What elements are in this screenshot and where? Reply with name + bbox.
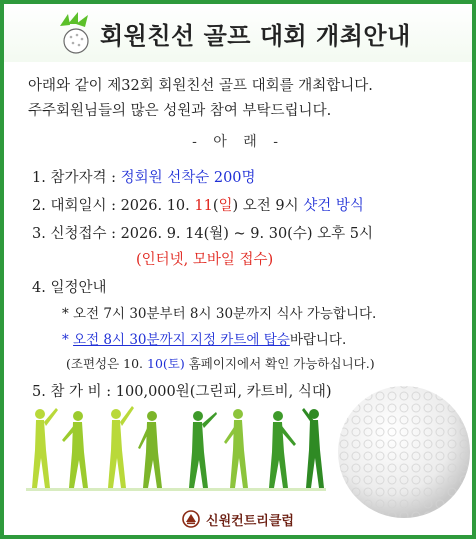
title-band <box>4 4 472 62</box>
schedule-time: 오전 9시 <box>238 198 304 214</box>
eligibility-label: 1. 참가자격 : <box>32 170 121 186</box>
schedule-paren-open: ( <box>212 198 219 214</box>
grouping-prefix: (조편성은 10. <box>66 356 148 371</box>
application-method: (인터넷, 모바일 접수) <box>136 252 274 268</box>
fee-label: 5. 참 가 비 : <box>32 384 116 400</box>
schedule-label: 2. 대회일시 : <box>32 198 121 214</box>
intro-text <box>28 74 458 124</box>
intro-line: 아래와 같이 제32회 회원친선 골프 대회를 개최합니다. <box>28 78 373 94</box>
golfer-figure <box>108 406 134 488</box>
fee-value: 100,000원(그린피, 카트비, 식대) <box>115 384 332 400</box>
agenda-heading: 4. 일정안내 <box>32 280 107 296</box>
golfer-figure <box>32 408 58 488</box>
page-title: 회원친선 골프 대회 개최안내 <box>100 22 411 50</box>
agenda-note-meal: * 오전 7시 30분부터 8시 30분까지 식사 가능합니다. <box>62 306 377 322</box>
schedule-day: 11 <box>194 198 213 214</box>
application-period: 2026. 9. 14(월) ~ 9. 30(수) 오후 5시 <box>120 226 373 242</box>
golfer-figure <box>269 411 296 488</box>
golfer-figure <box>62 411 88 488</box>
golf-ball-illustration <box>326 378 472 518</box>
section-heading: - 아 래 - <box>192 134 284 150</box>
grouping-date: 10(토) <box>147 356 185 371</box>
golf-ball-icon <box>56 12 96 56</box>
golfer-figure <box>224 409 248 488</box>
golfer-figure <box>302 408 324 488</box>
club-name: 신원컨트리클럽 <box>206 513 294 529</box>
golfer-silhouettes <box>26 404 326 496</box>
agenda-note-cart <box>62 328 346 348</box>
agenda-note-grouping <box>66 354 375 372</box>
schedule-item <box>32 194 364 215</box>
club-logo <box>4 504 472 534</box>
schedule-paren-close: ) <box>232 198 239 214</box>
schedule-date: 2026. 10. <box>120 198 195 214</box>
application-label: 3. 신청접수 : <box>32 226 121 242</box>
grouping-suffix: 홈페이지에서 확인 가능하십니다.) <box>184 356 375 371</box>
eligibility-value: 정회원 선착순 200명 <box>120 170 256 186</box>
cart-boarding-link[interactable]: 오전 8시 30분까지 지정 카트에 탑승 <box>73 332 290 348</box>
golfer-figure <box>189 411 217 488</box>
club-emblem-icon <box>182 510 200 528</box>
schedule-start-method: 샷건 방식 <box>303 198 364 214</box>
schedule-weekday: 일 <box>218 198 233 214</box>
eligibility-item <box>32 166 256 187</box>
note-suffix: 바랍니다. <box>289 332 347 348</box>
intro-line: 주주회원님들의 많은 성원과 참여 부탁드립니다. <box>28 103 332 119</box>
fee-item <box>32 380 332 401</box>
application-item <box>32 222 373 243</box>
note-bullet: * <box>62 332 74 348</box>
golfer-figure <box>138 411 162 488</box>
